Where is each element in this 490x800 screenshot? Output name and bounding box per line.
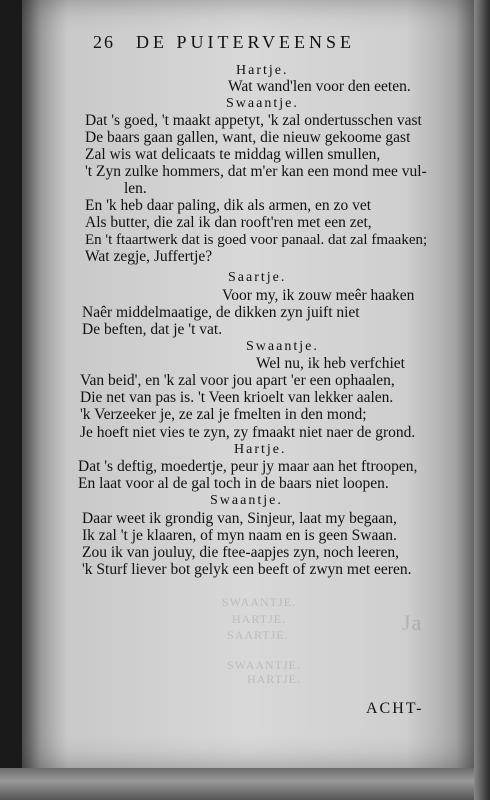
verse-line: En laat voor al de gal toch in de baars niet loopen. — [78, 475, 389, 492]
speaker-name: Swaantje. — [226, 96, 299, 111]
verse-line: Dat 's deftig, moedertje, peur jy maar aan het ftroopen, — [78, 458, 418, 475]
verse-line: 't Zyn zulke hommers, dat m'er kan een mond mee vul- — [85, 163, 427, 180]
verse-line: Je hoeft niet vies te zyn, zy fmaakt niet naer de grond. — [80, 424, 416, 441]
verse-line: Ik zal 't je klaaren, of myn naam en is geen Swaan. — [82, 527, 397, 544]
verse-line: Zal wis wat delicaats te middag willen smullen, — [85, 146, 381, 163]
speaker-name: Swaantje. — [210, 493, 283, 508]
verse-line: Naêr middelmaatige, de dikken zyn juift niet — [82, 304, 360, 321]
verse-line: Wel nu, ik heb verfchiet — [256, 355, 405, 372]
page-number: 26 — [93, 32, 115, 52]
verse-line: En 't ftaartwerk dat is goed voor panaal. dat zal fmaaken; — [85, 232, 428, 248]
verse-line: Wat zegje, Juffertje? — [85, 248, 213, 265]
verse-line: Daar weet ik grondig van, Sinjeur, laat my begaan, — [82, 510, 397, 527]
running-title: DE PUITERVEENSE — [136, 32, 356, 52]
book-page: SWAANTJE. HARTJE. SAARTJE. SWAANTJE. HARTJE. Ja — [22, 0, 474, 768]
verse-line: Van beid', en 'k zal voor jou apart 'er een ophaalen, — [80, 372, 395, 389]
catchword: ACHT- — [366, 700, 424, 717]
verse-line: len. — [124, 180, 147, 197]
speaker-name: Hartje. — [234, 442, 287, 457]
speaker-name: Saartje. — [228, 270, 287, 285]
book-spine — [474, 0, 490, 800]
speaker-name: Hartje. — [236, 63, 289, 78]
verse-line: Als butter, die zal ik dan rooft'ren met een zet, — [85, 214, 372, 231]
verse-line: 'k Sturf liever bot gelyk een beeft of zwyn met eeren. — [82, 561, 412, 578]
verse-line: Dat 's goed, 't maakt appetyt, 'k zal ondertusschen vast — [85, 112, 422, 129]
speaker-name: Swaantje. — [246, 339, 319, 354]
verse-line: En 'k heb daar paling, dik als armen, en zo vet — [85, 197, 372, 214]
verse-line: De baars gaan gallen, want, die nieuw gekoome gast — [85, 129, 411, 146]
verse-line: Die net van pas is. 't Veen krioelt van lekker aalen. — [80, 389, 394, 406]
verse-line: 'k Verzeeker je, ze zal je fmelten in den mond; — [80, 406, 367, 423]
verse-line: Wat wand'len voor den eeten. — [228, 78, 411, 95]
verse-line: Zou ik van jouluy, die ftee-aapjes zyn, noch leeren, — [82, 544, 400, 561]
verse-line: De beften, dat je 't vat. — [82, 321, 223, 338]
page-bottom-edge — [0, 768, 490, 800]
verse-line: Voor my, ik zouw meêr haaken — [222, 287, 415, 304]
